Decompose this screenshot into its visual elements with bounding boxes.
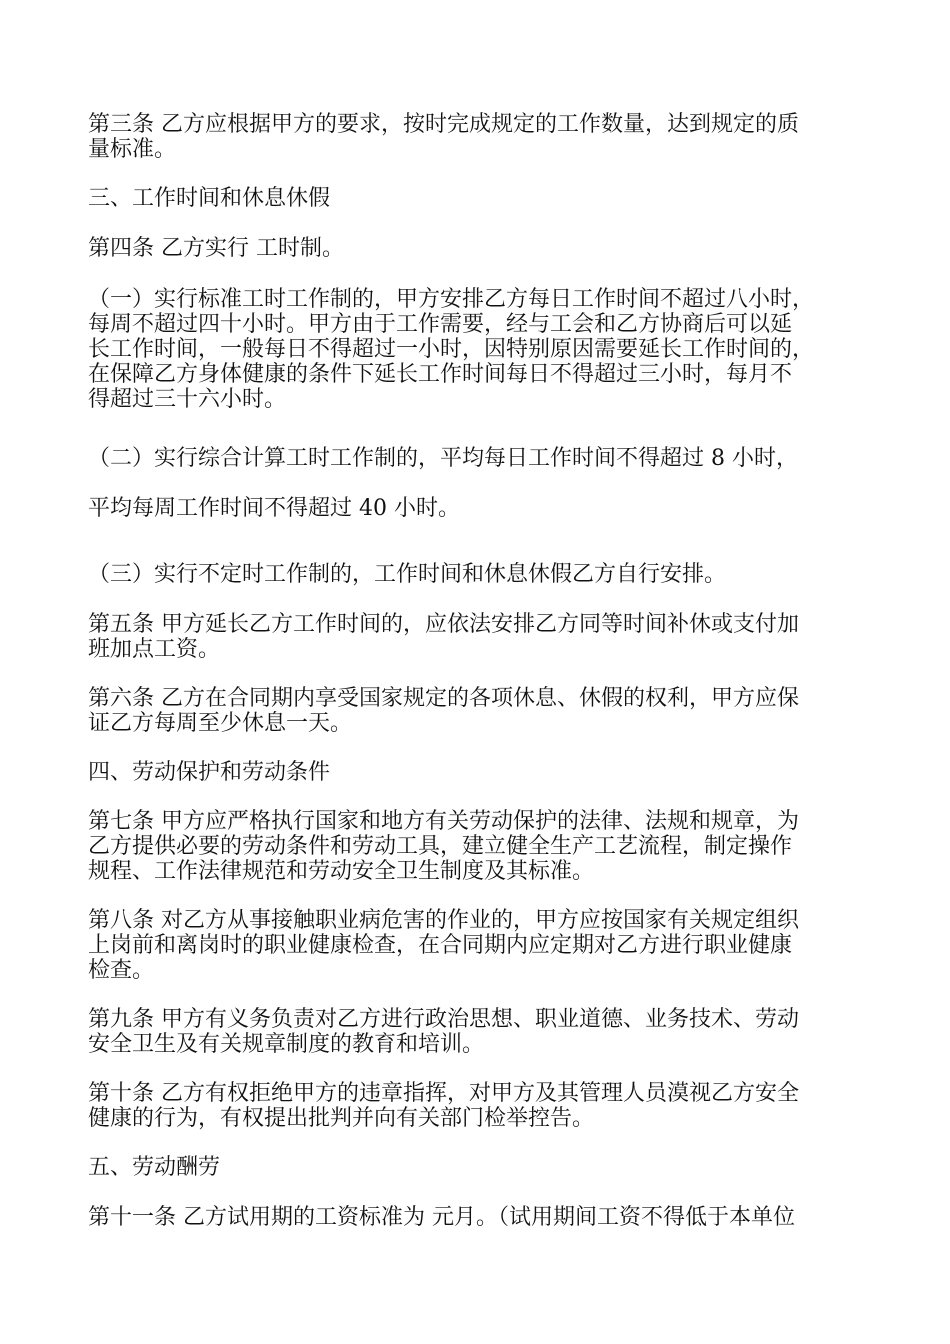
- text-line: 五、劳动酬劳: [88, 1155, 221, 1180]
- article-6-paragraph: [88, 686, 868, 736]
- article-11-paragraph: [88, 1205, 868, 1230]
- text-line: 安全卫生及有关规章制度的教育和培训。: [88, 1032, 485, 1057]
- text-line: 长工作时间，一般每日不得超过一小时，因特别原因需要延长工作时间的，: [88, 337, 815, 362]
- text-line: 第九条 甲方有义务负责对乙方进行政治思想、职业道德、业务技术、劳动: [88, 1007, 799, 1032]
- article-7-paragraph: [88, 809, 868, 884]
- section-5-heading: [88, 1155, 868, 1180]
- text-line: 健康的行为，有权提出批判并向有关部门检举控告。: [88, 1106, 595, 1131]
- text-line: （三）实行不定时工作制的，工作时间和休息休假乙方自行安排。: [88, 562, 727, 587]
- text-line: 每周不超过四十小时。甲方由于工作需要，经与工会和乙方协商后可以延: [88, 312, 793, 337]
- article-4-paragraph: [88, 236, 868, 261]
- article-9-paragraph: [88, 1007, 868, 1057]
- text-line: （二）实行综合计算工时工作制的，平均每日工作时间不得超过 8 小时，: [88, 446, 798, 471]
- section-4-heading: [88, 760, 868, 785]
- text-line: 第三条 乙方应根据甲方的要求，按时完成规定的工作数量，达到规定的质: [88, 112, 799, 137]
- text-line: 证乙方每周至少休息一天。: [88, 711, 353, 736]
- text-line: 四、劳动保护和劳动条件: [88, 760, 331, 785]
- text-line: 第四条 乙方实行 工时制。: [88, 236, 344, 261]
- text-line: 第七条 甲方应严格执行国家和地方有关劳动保护的法律、法规和规章，为: [88, 809, 799, 834]
- article-4-item-1-paragraph: [88, 287, 868, 412]
- text-line: 检查。: [88, 958, 155, 983]
- article-10-paragraph: [88, 1081, 868, 1131]
- text-line: 第十一条 乙方试用期的工资标准为 元月。（试用期间工资不得低于本单位: [88, 1205, 795, 1230]
- text-line: 第五条 甲方延长乙方工作时间的，应依法安排乙方同等时间补休或支付加: [88, 612, 799, 637]
- article-3-paragraph: [88, 112, 868, 162]
- text-line: 第十条 乙方有权拒绝甲方的违章指挥，对甲方及其管理人员漠视乙方安全: [88, 1081, 799, 1106]
- text-line: 规程、工作法律规范和劳动安全卫生制度及其标准。: [88, 859, 595, 884]
- text-line: 得超过三十六小时。: [88, 387, 287, 412]
- article-4-item-2-second-line: [88, 496, 868, 521]
- text-line: 乙方提供必要的劳动条件和劳动工具，建立健全生产工艺流程，制定操作: [88, 834, 793, 859]
- text-line: 平均每周工作时间不得超过 40 小时。: [88, 496, 460, 521]
- section-3-heading: [88, 186, 868, 211]
- text-line: 上岗前和离岗时的职业健康检查，在合同期内应定期对乙方进行职业健康: [88, 933, 793, 958]
- text-line: 在保障乙方身体健康的条件下延长工作时间每日不得超过三小时，每月不: [88, 362, 793, 387]
- text-line: 第八条 对乙方从事接触职业病危害的作业的，甲方应按国家有关规定组织: [88, 908, 799, 933]
- article-8-paragraph: [88, 908, 868, 983]
- text-line: 第六条 乙方在合同期内享受国家规定的各项休息、休假的权利，甲方应保: [88, 686, 799, 711]
- article-4-item-3-paragraph: [88, 562, 868, 587]
- text-line: 三、工作时间和休息休假: [88, 186, 331, 211]
- text-line: （一）实行标准工时工作制的，甲方安排乙方每日工作时间不超过八小时，: [88, 287, 815, 312]
- article-5-paragraph: [88, 612, 868, 662]
- text-line: 班加点工资。: [88, 637, 221, 662]
- article-4-item-2-first-line: [88, 446, 868, 471]
- text-line: 量标准。: [88, 137, 177, 162]
